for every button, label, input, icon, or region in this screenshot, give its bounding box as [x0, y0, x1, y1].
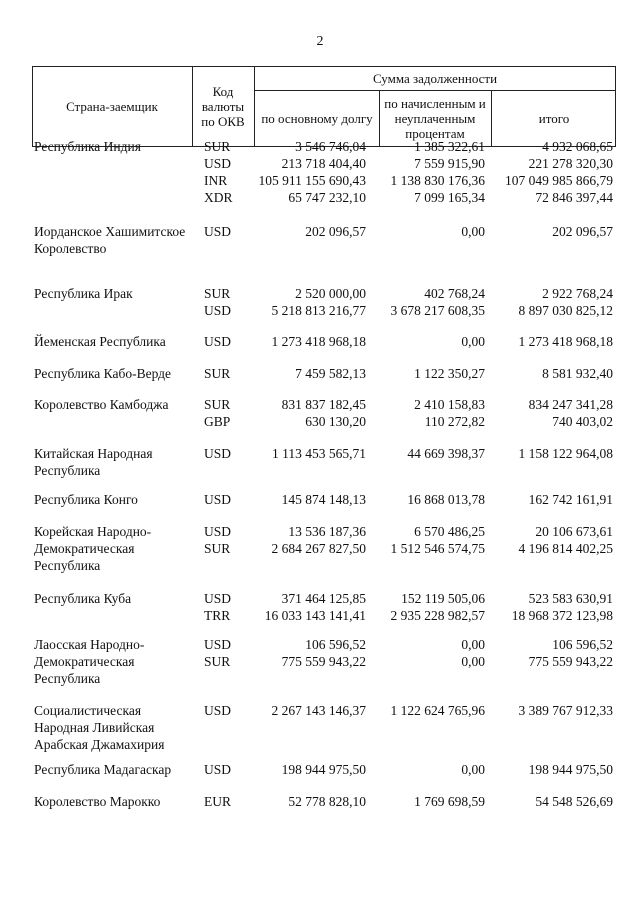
- header-interest: по начисленным и неуплаченным процентам: [384, 96, 486, 141]
- currency-code: SUR: [204, 397, 231, 412]
- country-name: Королевство Марокко: [34, 794, 161, 809]
- total-amount-cell: [491, 636, 613, 670]
- total-amount: 162 742 161,91: [528, 492, 613, 507]
- interest-amount: 0,00: [461, 334, 485, 349]
- currency-code: USD: [204, 156, 232, 171]
- currency-code: USD: [204, 334, 232, 349]
- total-amount-cell: [491, 793, 613, 810]
- total-amount: 4 196 814 402,25: [518, 541, 613, 556]
- principal-amount: 202 096,57: [305, 224, 366, 239]
- interest-amount-cell: [379, 223, 485, 240]
- interest-amount-cell: [379, 396, 485, 430]
- total-amount: 54 548 526,69: [535, 794, 613, 809]
- currency-code: TRR: [204, 608, 231, 623]
- total-amount-cell: [491, 702, 613, 719]
- principal-amount-cell: [254, 223, 366, 240]
- header-total: итого: [538, 111, 570, 126]
- currency-code: GBP: [204, 414, 231, 429]
- country-name: Социалистическая Народная Ливийская Арабская Джамахирия: [34, 703, 165, 752]
- principal-amount-cell: [254, 445, 366, 462]
- principal-amount: 105 911 155 690,43: [258, 173, 366, 188]
- total-amount: 775 559 943,22: [528, 654, 613, 669]
- interest-amount-cell: [379, 523, 485, 557]
- interest-amount: 1 122 350,27: [414, 366, 485, 381]
- header-country: Страна-заемщик: [66, 99, 158, 114]
- interest-amount: 1 385 322,61: [414, 139, 485, 154]
- country-name: Республика Конго: [34, 492, 138, 507]
- interest-amount-cell: [379, 491, 485, 508]
- total-amount: 202 096,57: [552, 224, 613, 239]
- country-name: Лаосская Народно-Демократическая Республика: [34, 637, 145, 686]
- header-divider: [192, 67, 193, 146]
- currency-code-cell: [204, 333, 231, 350]
- total-amount: 834 247 341,28: [528, 397, 613, 412]
- currency-code-cell: [204, 636, 231, 670]
- interest-amount: 7 559 915,90: [414, 156, 485, 171]
- currency-code-cell: [204, 285, 231, 319]
- currency-code: SUR: [204, 286, 231, 301]
- interest-amount-cell: [379, 285, 485, 319]
- country-name: Республика Кабо-Верде: [34, 366, 172, 381]
- interest-amount: 44 669 398,37: [407, 446, 485, 461]
- currency-code-cell: [204, 523, 231, 557]
- currency-code: USD: [204, 492, 232, 507]
- total-amount-cell: [491, 333, 613, 350]
- country-name: Иорданское Хашимитское Королевство: [34, 224, 186, 256]
- currency-code: USD: [204, 591, 232, 606]
- total-amount: 221 278 320,30: [528, 156, 613, 171]
- interest-amount: 0,00: [461, 224, 485, 239]
- principal-amount: 13 536 187,36: [288, 524, 366, 539]
- principal-amount: 198 944 975,50: [281, 762, 366, 777]
- principal-amount-cell: [254, 285, 366, 319]
- interest-amount: 3 678 217 608,35: [390, 303, 485, 318]
- table-header: [32, 66, 616, 147]
- principal-amount: 3 546 746,04: [295, 139, 366, 154]
- principal-amount-cell: [254, 138, 366, 206]
- principal-amount: 5 218 813 216,77: [271, 303, 366, 318]
- principal-amount: 1 273 418 968,18: [271, 334, 366, 349]
- total-amount-cell: [491, 285, 613, 319]
- principal-amount: 65 747 232,10: [288, 190, 366, 205]
- currency-code-cell: [204, 396, 230, 430]
- interest-amount-cell: [379, 761, 485, 778]
- currency-code: SUR: [204, 366, 231, 381]
- country-name: Корейская Народно-Демократическая Республика: [34, 524, 152, 573]
- total-amount: 8 581 932,40: [542, 366, 613, 381]
- currency-code-cell: [204, 702, 231, 719]
- currency-code-cell: [204, 491, 231, 508]
- total-amount-cell: [491, 523, 613, 557]
- country-name: Республика Ирак: [34, 286, 133, 301]
- interest-amount: 1 769 698,59: [414, 794, 485, 809]
- total-amount: 740 403,02: [552, 414, 613, 429]
- currency-code-cell: [204, 365, 230, 382]
- total-amount: 523 583 630,91: [528, 591, 613, 606]
- total-amount-cell: [491, 445, 613, 462]
- principal-amount: 630 130,20: [305, 414, 366, 429]
- currency-code: USD: [204, 303, 232, 318]
- principal-amount: 371 464 125,85: [281, 591, 366, 606]
- interest-amount: 152 119 505,06: [401, 591, 485, 606]
- currency-code: SUR: [204, 654, 231, 669]
- principal-amount: 7 459 582,13: [295, 366, 366, 381]
- interest-amount: 110 272,82: [424, 414, 485, 429]
- principal-amount: 2 520 000,00: [295, 286, 366, 301]
- total-amount: 2 922 768,24: [542, 286, 613, 301]
- principal-amount: 52 778 828,10: [288, 794, 366, 809]
- currency-code: SUR: [204, 541, 231, 556]
- interest-amount: 402 768,24: [424, 286, 485, 301]
- interest-amount: 6 570 486,25: [414, 524, 485, 539]
- total-amount: 8 897 030 825,12: [518, 303, 613, 318]
- currency-code: USD: [204, 524, 232, 539]
- principal-amount-cell: [254, 636, 366, 670]
- interest-amount-cell: [379, 590, 485, 624]
- interest-amount: 16 868 013,78: [407, 492, 485, 507]
- total-amount-cell: [491, 138, 613, 206]
- country-name: Китайская Народная Республика: [34, 446, 153, 478]
- principal-amount: 2 267 143 146,37: [271, 703, 366, 718]
- interest-amount: 2 935 228 982,57: [390, 608, 485, 623]
- currency-code-cell: [204, 590, 231, 624]
- interest-amount: 0,00: [461, 762, 485, 777]
- country-name: Йеменская Республика: [34, 334, 166, 349]
- currency-code-cell: [204, 793, 231, 810]
- principal-amount: 213 718 404,40: [281, 156, 366, 171]
- currency-code-cell: [204, 445, 231, 462]
- country-name: Республика Индия: [34, 139, 141, 154]
- principal-amount: 775 559 943,22: [281, 654, 366, 669]
- total-amount: 107 049 985 866,79: [505, 173, 613, 188]
- total-amount: 106 596,52: [552, 637, 613, 652]
- interest-amount-cell: [379, 365, 485, 382]
- header-principal: по основному долгу: [261, 111, 373, 126]
- interest-amount-cell: [379, 793, 485, 810]
- interest-amount-cell: [379, 445, 485, 462]
- total-amount-cell: [491, 223, 613, 240]
- principal-amount-cell: [254, 702, 366, 719]
- principal-amount: 1 113 453 565,71: [272, 446, 366, 461]
- currency-code: USD: [204, 446, 232, 461]
- principal-amount-cell: [254, 590, 366, 624]
- total-amount: 198 944 975,50: [528, 762, 613, 777]
- total-amount: 72 846 397,44: [535, 190, 613, 205]
- country-name: Республика Куба: [34, 591, 132, 606]
- total-amount: 1 273 418 968,18: [518, 334, 613, 349]
- principal-amount-cell: [254, 365, 366, 382]
- principal-amount-cell: [254, 396, 366, 430]
- total-amount: 3 389 767 912,33: [518, 703, 613, 718]
- interest-amount: 1 138 830 176,36: [390, 173, 485, 188]
- interest-amount: 2 410 158,83: [414, 397, 485, 412]
- total-amount-cell: [491, 396, 613, 430]
- header-currency-code: Код валюты по ОКВ: [201, 84, 245, 129]
- currency-code: EUR: [204, 794, 231, 809]
- total-amount: 1 158 122 964,08: [518, 446, 613, 461]
- total-amount-cell: [491, 491, 613, 508]
- header-debt-sum: Сумма задолженности: [372, 71, 498, 86]
- interest-amount-cell: [379, 138, 485, 206]
- currency-code: INR: [204, 173, 228, 188]
- currency-code: XDR: [204, 190, 233, 205]
- principal-amount-cell: [254, 761, 366, 778]
- principal-amount-cell: [254, 333, 366, 350]
- interest-amount: 1 122 624 765,96: [390, 703, 485, 718]
- principal-amount: 2 684 267 827,50: [271, 541, 366, 556]
- principal-amount: 106 596,52: [305, 637, 366, 652]
- currency-code: USD: [204, 703, 232, 718]
- principal-amount-cell: [254, 491, 366, 508]
- interest-amount: 0,00: [461, 654, 485, 669]
- currency-code-cell: [204, 138, 233, 206]
- principal-amount: 16 033 143 141,41: [264, 608, 366, 623]
- country-name: Республика Мадагаскар: [34, 762, 172, 777]
- currency-code-cell: [204, 223, 231, 240]
- total-amount-cell: [491, 761, 613, 778]
- currency-code: SUR: [204, 139, 231, 154]
- page-number: 2: [316, 34, 324, 49]
- total-amount-cell: [491, 365, 613, 382]
- interest-amount-cell: [379, 702, 485, 719]
- country-name: Королевство Камбоджа: [34, 397, 169, 412]
- total-amount: 4 932 068,65: [542, 139, 613, 154]
- interest-amount: 0,00: [461, 637, 485, 652]
- currency-code: USD: [204, 224, 232, 239]
- interest-amount-cell: [379, 333, 485, 350]
- interest-amount: 7 099 165,34: [414, 190, 485, 205]
- interest-amount-cell: [379, 636, 485, 670]
- currency-code-cell: [204, 761, 231, 778]
- principal-amount: 831 837 182,45: [281, 397, 366, 412]
- principal-amount: 145 874 148,13: [281, 492, 366, 507]
- currency-code: USD: [204, 762, 232, 777]
- currency-code: USD: [204, 637, 232, 652]
- principal-amount-cell: [254, 793, 366, 810]
- total-amount: 18 968 372 123,98: [511, 608, 613, 623]
- interest-amount: 1 512 546 574,75: [390, 541, 485, 556]
- principal-amount-cell: [254, 523, 366, 557]
- total-amount: 20 106 673,61: [535, 524, 613, 539]
- total-amount-cell: [491, 590, 613, 624]
